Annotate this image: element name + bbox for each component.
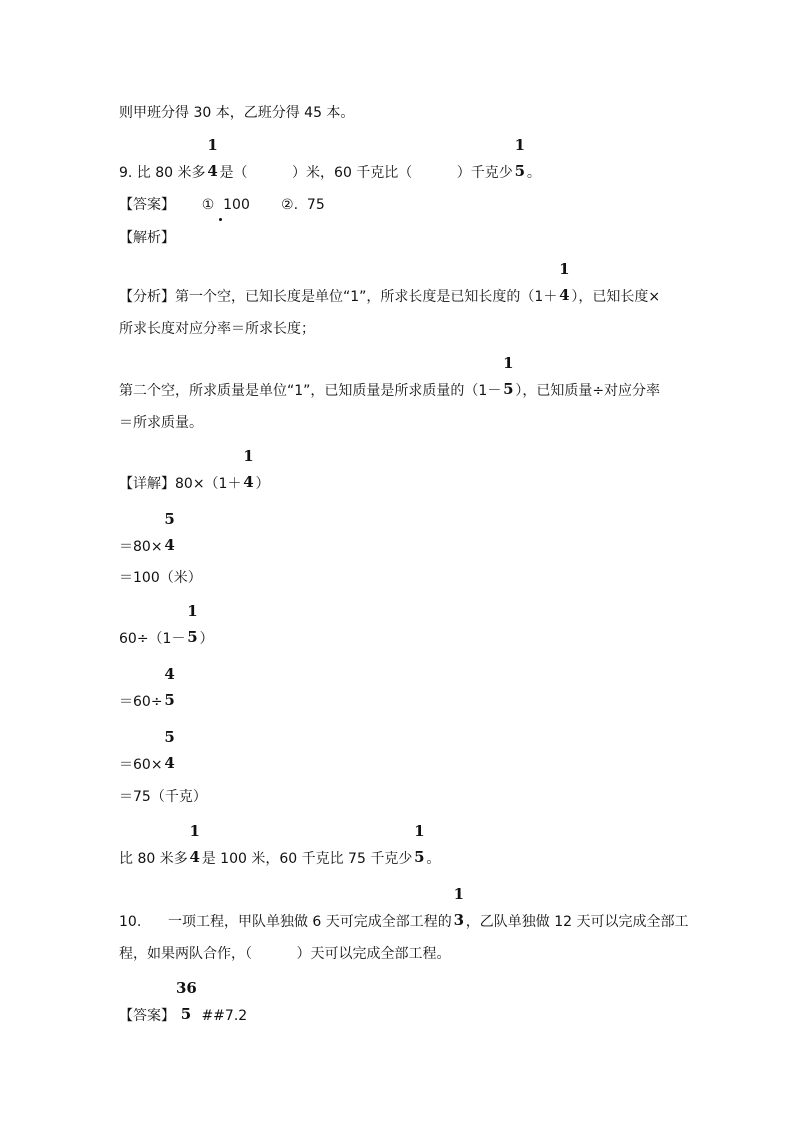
fraction-denominator: 5: [187, 628, 198, 646]
line-text: ），已知质量÷对应分率: [515, 383, 661, 399]
fraction: [514, 136, 526, 183]
fraction-denominator: 4: [164, 754, 175, 772]
line-text: 程，如果两队合作，（ ）天可以完成全部工程。: [119, 946, 451, 962]
detail-line: [119, 602, 214, 649]
fraction-denominator: 4: [243, 473, 254, 491]
line-text: ，乙队单独做 12 天可以完成全部工: [465, 914, 689, 930]
line-text: ＝100（米）: [119, 570, 202, 586]
fraction: [502, 354, 514, 401]
question-9: [119, 136, 541, 183]
fraction: [164, 510, 176, 557]
fraction-numerator: 1: [414, 822, 425, 840]
line-text: 【答案】: [119, 1008, 175, 1024]
answer-line: [119, 979, 248, 1026]
text-line: [119, 103, 354, 123]
fraction-denominator: 5: [180, 1005, 192, 1023]
line-text: 【详解】80×（1＋: [119, 476, 242, 492]
fraction-denominator: 5: [164, 691, 175, 709]
fraction-numerator: 1: [207, 136, 218, 154]
dot-mark: [219, 218, 222, 221]
fraction: [189, 822, 201, 869]
fraction-denominator: 5: [414, 848, 425, 866]
fraction-numerator: 1: [559, 260, 570, 278]
fraction-denominator: 4: [164, 536, 175, 554]
fraction: [176, 979, 197, 1026]
line-text: 所求长度对应分率＝所求长度；: [119, 321, 315, 337]
line-text: ），已知长度×: [571, 289, 661, 305]
fraction-numerator: 1: [514, 136, 526, 154]
line-text: 是 100 米，60 千克比 75 千克少: [201, 851, 413, 867]
fraction-numerator: 1: [453, 885, 464, 903]
analysis-line: [119, 413, 203, 433]
fraction-numerator: 4: [164, 665, 175, 683]
fraction-numerator: 5: [164, 510, 175, 528]
detail-line: [119, 510, 177, 557]
fraction-numerator: 36: [176, 979, 197, 997]
detail-line: [119, 665, 177, 712]
line-text: 则甲班分得 30 本，乙班分得 45 本。: [119, 105, 355, 121]
fraction: [164, 665, 176, 712]
fraction-numerator: 1: [503, 354, 514, 372]
analysis-line: [119, 354, 661, 401]
line-text: 9. 比 80 米多: [119, 165, 206, 181]
detail-line: [119, 568, 202, 588]
question-10-continued: [119, 944, 451, 964]
detail-line: [119, 728, 177, 775]
line-text: 10. 一项工程，甲队单独做 6 天可完成全部工程的: [119, 914, 452, 930]
fraction: [413, 822, 425, 869]
line-text: 。: [526, 165, 541, 181]
fraction: [242, 447, 254, 494]
analysis-line: [119, 319, 315, 339]
fraction: [164, 728, 176, 775]
fraction-numerator: 5: [164, 728, 175, 746]
line-text: ＝所求质量。: [119, 415, 203, 431]
line-text: ＝60×: [119, 757, 163, 773]
line-text: 【解析】: [119, 230, 175, 246]
line-text: 比 80 米多: [119, 851, 188, 867]
fraction: [453, 885, 465, 932]
line-text: 【答案】 ① 100 ②. 75: [119, 197, 325, 213]
line-text: ）: [199, 631, 214, 647]
fraction-denominator: 5: [503, 380, 514, 398]
question-10: [119, 885, 689, 932]
detail-line: [119, 787, 207, 807]
fraction-numerator: 1: [243, 447, 254, 465]
analysis-line: [119, 260, 661, 307]
line-text: ＝75（千克）: [119, 789, 207, 805]
line-text: ＝60÷: [119, 694, 163, 710]
answer-line: [119, 195, 325, 215]
fraction-numerator: 1: [187, 602, 198, 620]
fraction-denominator: 5: [514, 162, 526, 180]
fraction: [186, 602, 198, 649]
fraction: [558, 260, 570, 307]
fraction-denominator: 4: [559, 286, 570, 304]
detail-line: [119, 447, 270, 494]
line-text: 【分析】第一个空，已知长度是单位“1”，所求长度是已知长度的（1＋: [119, 289, 558, 305]
line-text: ##7.2: [197, 1008, 248, 1024]
line-text: 。: [426, 851, 441, 867]
line-text: 60÷（1－: [119, 631, 186, 647]
fraction-numerator: 1: [189, 822, 200, 840]
analysis-heading: [119, 228, 175, 248]
fraction: [207, 136, 219, 183]
line-text: ＝80×: [119, 539, 163, 555]
line-text: 第二个空，所求质量是单位“1”，已知质量是所求质量的（1－: [119, 383, 502, 399]
line-text: 是（ ）米，60 千克比（ ）千克少: [219, 165, 513, 181]
line-text: ）: [255, 476, 270, 492]
detail-line: [119, 822, 441, 869]
fraction-denominator: 4: [207, 162, 218, 180]
fraction-denominator: 3: [453, 911, 464, 929]
fraction-denominator: 4: [189, 848, 200, 866]
